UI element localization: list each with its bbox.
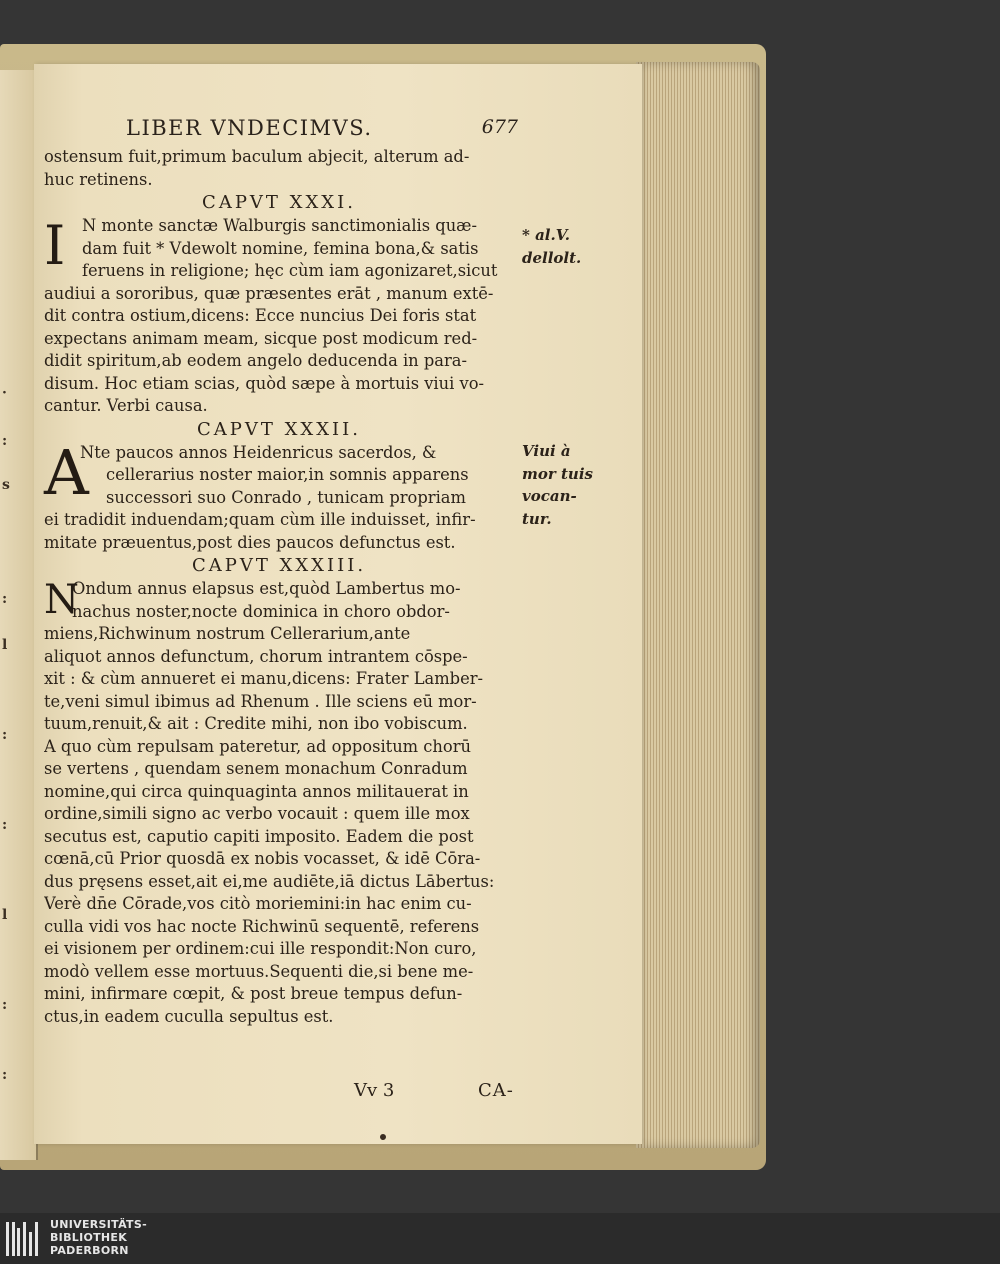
library-logo-icon bbox=[6, 1222, 42, 1256]
left-page-edge bbox=[0, 70, 38, 1160]
text-line: mitate præuentus,post dies paucos defunctus est. bbox=[44, 532, 456, 552]
text-line: expectans animam meam, sicque post modicum red- bbox=[44, 328, 478, 348]
marginal-line: tur. bbox=[522, 509, 552, 528]
book bbox=[0, 44, 766, 1170]
marginal-line: Viui à bbox=[522, 442, 571, 460]
left-page-fragment: : bbox=[2, 1067, 8, 1083]
drop-cap: A bbox=[44, 435, 89, 509]
text-line: successori suo Conrado , tunicam propriam bbox=[106, 487, 466, 507]
text-line: disum. Hoc etiam scias, quòd sæpe à mortuis viui vo- bbox=[44, 373, 484, 393]
text-line: culla vidi vos hac nocte Richwinū sequentē, referens bbox=[44, 916, 480, 936]
marginal-line: mor tuis bbox=[522, 464, 593, 483]
text-line: te,veni simul ibimus ad Rhenum . Ille sciens eū mor- bbox=[44, 691, 477, 711]
library-name bbox=[50, 1218, 250, 1258]
text-line: A quo cùm repulsam pateretur, ad oppositum chorū bbox=[44, 736, 471, 756]
text-line: audiui a sororibus, quæ præsentes erāt , manum extē- bbox=[44, 283, 494, 303]
library-name-line: PADERBORN bbox=[50, 1244, 129, 1257]
text-line: xit : & cùm annueret ei manu,dicens: Frater Lamber- bbox=[44, 669, 484, 688]
left-page-fragment: : bbox=[2, 727, 8, 743]
left-page-fragment: l bbox=[2, 637, 8, 653]
catchword: CA- bbox=[478, 1080, 514, 1101]
library-name-line: UNIVERSITÄTS- bbox=[50, 1218, 147, 1231]
left-page-fragment: : bbox=[2, 433, 8, 449]
chapter-heading: CAPVT XXXIII. bbox=[191, 555, 367, 576]
text-line: huc retinens. bbox=[44, 169, 153, 189]
text-line: cœnā,cū Prior quosdā ex nobis vocasset, & idē Cōra- bbox=[44, 849, 481, 868]
text-line: cellerarius noster maior,in somnis apparens bbox=[106, 465, 469, 484]
marginal-note bbox=[522, 440, 622, 530]
left-page-fragment: : bbox=[2, 817, 8, 833]
text-line: ei tradidit induendam;quam cùm ille induisset, infir- bbox=[44, 510, 476, 529]
marginal-note bbox=[522, 224, 622, 269]
text-line: Verè dn̄e Cōrade,vos citò moriemini:in hac enim cu- bbox=[44, 894, 472, 913]
text-line: miens,Richwinum nostrum Cellerarium,ante bbox=[44, 624, 411, 643]
chapter-31-body bbox=[44, 215, 514, 418]
text-line: mini, infirmare cœpit, & post breue tempus defun- bbox=[44, 984, 463, 1003]
ink-spot bbox=[380, 1134, 386, 1140]
left-page-fragment: l bbox=[2, 907, 8, 923]
text-line: se vertens , quendam senem monachum Conradum bbox=[44, 759, 468, 778]
text-line: ctus,in eadem cuculla sepultus est. bbox=[44, 1006, 334, 1026]
text-line: secutus est, caputio capiti imposito. Eadem die post bbox=[44, 826, 474, 846]
chapter-32-body bbox=[44, 435, 514, 555]
text-line: didit spiritum,ab eodem angelo deducenda in para- bbox=[44, 351, 467, 370]
marginal-line: * al.V. bbox=[522, 226, 570, 244]
chapter-heading: CAPVT XXXI. bbox=[202, 192, 356, 213]
library-name-line: BIBLIOTHEK bbox=[50, 1231, 128, 1244]
text-line: nachus noster,nocte dominica in choro obdor- bbox=[72, 601, 450, 621]
chapter-33-body bbox=[44, 578, 514, 1028]
page-number: 677 bbox=[481, 116, 518, 138]
running-head: LIBER VNDECIMVS. bbox=[126, 116, 373, 140]
text-line: dit contra ostium,dicens: Ecce nuncius Dei foris stat bbox=[44, 306, 477, 325]
text-line: dus pręsens esset,ait ei,me audiēte,iā dictus Lābertus: bbox=[44, 871, 495, 891]
text-line: Ondum annus elapsus est,quòd Lambertus mo- bbox=[72, 579, 461, 598]
main-text bbox=[44, 146, 514, 1028]
chapter-heading: CAPVT XXXII. bbox=[197, 418, 361, 440]
left-page-fragment: s bbox=[2, 477, 10, 493]
signature-mark: Vv 3 bbox=[354, 1080, 395, 1101]
text-line: tuum,renuit,& ait : Credite mihi, non ibo vobiscum. bbox=[44, 714, 468, 733]
text-line: ostensum fuit,primum baculum abjecit, alterum ad- bbox=[44, 147, 470, 166]
text-line: nomine,qui circa quinquaginta annos militauerat in bbox=[44, 781, 469, 801]
text-line: Nte paucos annos Heidenricus sacerdos, & bbox=[80, 442, 437, 462]
left-page-fragment: : bbox=[2, 591, 8, 607]
text-line: ei visionem per ordinem:cui ille respondit:Non curo, bbox=[44, 939, 477, 958]
drop-cap: I bbox=[44, 214, 66, 277]
text-line: aliquot annos defunctum, chorum intrantem cōspe- bbox=[44, 646, 468, 666]
text-line: feruens in religione; hęc cùm iam agonizaret,sicut bbox=[82, 261, 498, 280]
text-line: N monte sanctæ Walburgis sanctimonialis quæ- bbox=[82, 216, 477, 235]
left-page-fragment: : bbox=[2, 997, 8, 1013]
text-line: modò vellem esse mortuus.Sequenti die,si bene me- bbox=[44, 961, 474, 981]
left-page-fragment: · bbox=[2, 385, 7, 401]
marginal-line: dellolt. bbox=[522, 248, 582, 267]
text-line: ordine,simili signo ac verbo vocauit : quem ille mox bbox=[44, 804, 470, 823]
text-line: dam fuit * Vdewolt nomine, femina bona,& satis bbox=[82, 238, 479, 258]
page-fore-edge bbox=[636, 62, 760, 1148]
marginal-line: vocan- bbox=[522, 487, 577, 505]
drop-cap: N bbox=[44, 577, 79, 623]
text-line: cantur. Verbi causa. bbox=[44, 396, 208, 415]
